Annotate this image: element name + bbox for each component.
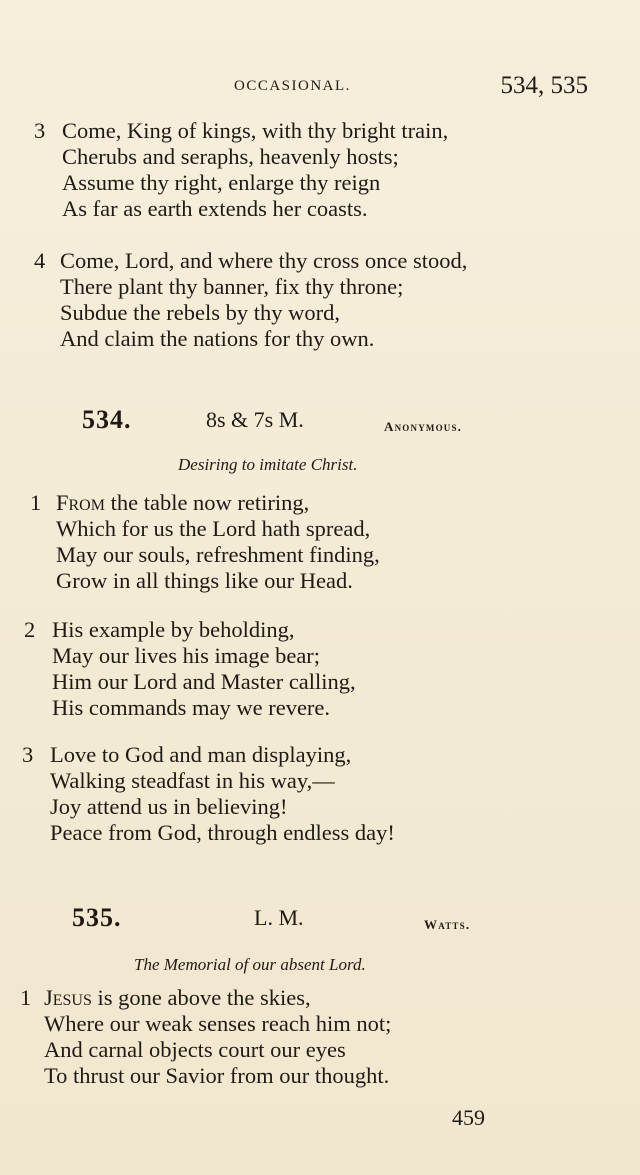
hymn-number: 535. [72, 903, 122, 932]
verse-number: 4 [34, 248, 46, 273]
hymn-535-verse-1 [20, 985, 610, 1089]
verse-line: His example by beholding, [52, 617, 295, 642]
verse-line: Which for us the Lord hath spread, [56, 516, 371, 541]
verse-line: To thrust our Savior from our thought. [44, 1063, 390, 1088]
verse-line: May our souls, refreshment finding, [56, 542, 380, 567]
hymn-535-subtitle: The Memorial of our absent Lord. [134, 955, 366, 974]
hymn-535-header [72, 903, 512, 943]
verse-line: Joy attend us in believing! [50, 794, 288, 819]
hymn-author: Watts. [424, 917, 471, 932]
verse-line-rest: the table now retiring, [104, 490, 310, 515]
first-word: Jesus [44, 985, 92, 1010]
verse-line: Come, Lord, and where thy cross once stood, [60, 248, 468, 273]
verse-line: Subdue the rebels by thy word, [60, 300, 340, 325]
running-head [230, 72, 600, 106]
hymn-534-verse-3 [22, 742, 602, 846]
verse-number: 3 [22, 742, 34, 767]
verse-number: 1 [20, 985, 32, 1010]
verse-line-rest: is gone above the skies, [91, 985, 311, 1010]
hymn-meter: 8s & 7s M. [206, 407, 304, 432]
verse-first-line [56, 490, 636, 516]
page-number: 459 [452, 1105, 485, 1130]
section-label: OCCASIONAL. [234, 78, 351, 94]
verse-line: His commands may we revere. [52, 695, 331, 720]
verse-line: Him our Lord and Master calling, [52, 669, 356, 694]
hymn-author: Anonymous. [384, 419, 463, 434]
verse-line: And carnal objects court our eyes [44, 1037, 346, 1062]
hymn-534-verse-1 [30, 490, 610, 594]
verse-number: 3 [34, 118, 46, 143]
verse-first-line [44, 985, 634, 1011]
hymn-meter: L. M. [254, 905, 304, 930]
continued-verse-3 [34, 118, 594, 222]
verse-line: Cherubs and seraphs, heavenly hosts; [62, 144, 399, 169]
hymn-534-subtitle: Desiring to imitate Christ. [178, 455, 358, 474]
verse-line: Grow in all things like our Head. [56, 568, 353, 593]
verse-number: 2 [24, 617, 36, 642]
continued-verse-4 [34, 248, 604, 352]
verse-line: Peace from God, through endless day! [50, 820, 395, 845]
verse-line: And claim the nations for thy own. [60, 326, 375, 351]
verse-line: Where our weak senses reach him not; [44, 1011, 392, 1036]
verse-line: As far as earth extends her coasts. [62, 196, 368, 221]
hymn-range: 534, 535 [500, 72, 588, 99]
hymn-534-header [82, 405, 512, 445]
first-word: From [56, 490, 105, 515]
verse-line: Walking steadfast in his way,— [50, 768, 335, 793]
verse-number: 1 [30, 490, 42, 515]
verse-line: There plant thy banner, fix thy throne; [60, 274, 404, 299]
verse-line: Love to God and man displaying, [50, 742, 352, 767]
hymn-534-verse-2 [24, 617, 604, 721]
verse-line: Assume thy right, enlarge thy reign [62, 170, 381, 195]
verse-line: Come, King of kings, with thy bright train, [62, 118, 449, 143]
verse-line: May our lives his image bear; [52, 643, 321, 668]
hymn-number: 534. [82, 405, 132, 434]
